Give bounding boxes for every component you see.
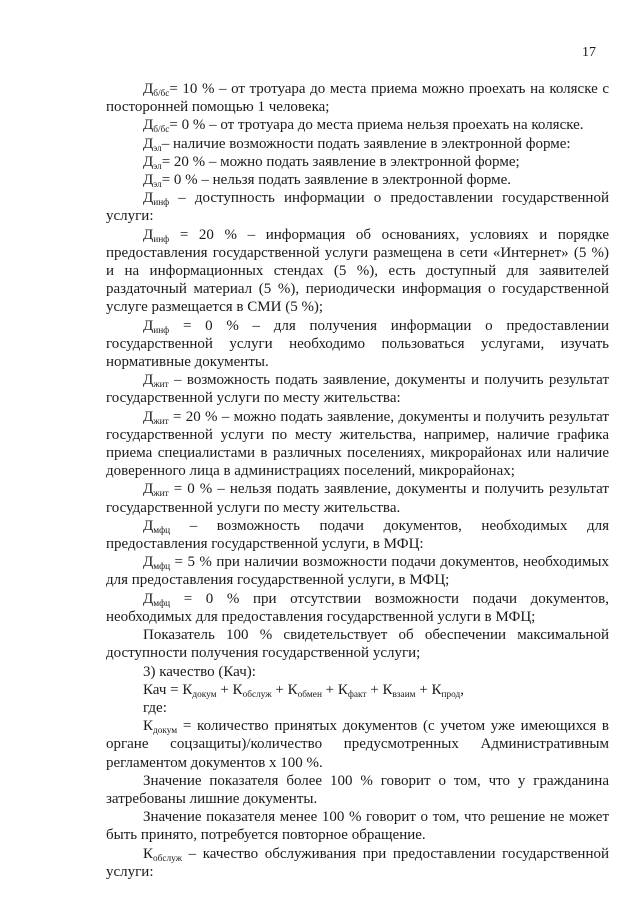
formula-term-symbol: К xyxy=(232,681,243,698)
indicator-subscript: мфц xyxy=(153,525,171,536)
formula-term-symbol: К xyxy=(182,681,193,698)
indicator-subscript: инф xyxy=(153,234,170,245)
paragraph-text: Показатель 100 % свидетельствует об обеспечении максимальной доступности получения государственной услуги; xyxy=(106,627,609,662)
formula-term-subscript: обслуж xyxy=(242,689,272,700)
paragraph-text: = 0 % – нельзя подать заявление в электронной форме. xyxy=(161,172,512,189)
formula-plus: + xyxy=(271,681,288,698)
paragraph-text: – возможность подать заявление, документы и получить результат государственной услуги по месту жительства: xyxy=(106,372,609,407)
formula-tail: , xyxy=(460,681,465,698)
formula-term-symbol: К xyxy=(287,681,298,698)
formula-term-subscript: обмен xyxy=(297,689,322,700)
paragraph xyxy=(106,226,609,317)
formula-plus: + xyxy=(321,681,338,698)
indicator-subscript: инф xyxy=(153,325,170,336)
indicator-subscript: мфц xyxy=(153,562,171,573)
indicator-symbol: Д xyxy=(143,190,154,207)
paragraph xyxy=(106,116,609,134)
formula-term-subscript: докум xyxy=(192,689,217,700)
indicator-symbol: К xyxy=(143,845,154,862)
paragraph-text: = 0 % – от тротуара до места приема нельзя проехать на коляске. xyxy=(169,117,584,134)
indicator-subscript: эл xyxy=(153,143,162,154)
indicator-symbol: Д xyxy=(143,590,154,607)
formula-terms xyxy=(182,682,464,698)
indicator-symbol: Д xyxy=(143,481,154,498)
paragraph-text: = 20 % – можно подать заявление в электронной форме; xyxy=(161,153,520,170)
paragraph-text: = 20 % – информация об основаниях, условиях и порядке предоставления государственной услуги размещена в сети «Интернет» (5 %) и на информационных стендах (5 %), есть доступный для заявителей раздаточный материал (5 %), периодически информация о государственной услуге размещается в СМИ (5 %); xyxy=(106,226,609,316)
indicator-symbol: Д xyxy=(143,317,154,334)
indicator-subscript: мфц xyxy=(153,598,171,609)
indicator-symbol: Д xyxy=(143,372,154,389)
indicator-symbol: Д xyxy=(143,226,154,243)
formula-term-subscript: факт xyxy=(347,689,367,700)
paragraph-text: = 0 % при отсутствии возможности подачи документов, необходимых для предоставления государственной услуги в МФЦ; xyxy=(106,590,609,625)
indicator-symbol: Д xyxy=(143,408,154,425)
paragraph-text: = 10 % – от тротуара до места приема можно проехать на коляске с посторонней помощью 1 человека; xyxy=(106,81,609,116)
indicator-subscript: жит xyxy=(153,380,169,391)
paragraph xyxy=(106,553,609,589)
indicator-symbol: Д xyxy=(143,517,154,534)
paragraph-text: 3) качество (Кач): xyxy=(143,663,256,680)
paragraph-text: Значение показателя более 100 % говорит о том, что у гражданина затребованы лишние документы. xyxy=(106,772,609,807)
paragraph-text: = 5 % при наличии возможности подачи документов, необходимых для предоставления государственной услуги, в МФЦ; xyxy=(106,554,609,589)
formula-term-subscript: прод xyxy=(441,689,461,700)
paragraph xyxy=(106,408,609,481)
indicator-subscript: б/бс xyxy=(153,88,170,99)
formula-term-symbol: К xyxy=(337,681,348,698)
page-number: 17 xyxy=(582,45,596,60)
paragraph-text: – качество обслуживания при предоставлении государственной услуги: xyxy=(106,845,609,880)
paragraph xyxy=(106,153,609,171)
formula-term-symbol: К xyxy=(382,681,393,698)
paragraph xyxy=(106,189,609,225)
paragraph xyxy=(106,808,609,844)
paragraph-text: = количество принятых документов (с учетом уже имеющихся в органе соцзащиты)/количество предусмотренных Административным регламентом документов х 100 %. xyxy=(106,718,609,771)
formula-term-subscript: взаим xyxy=(392,689,416,700)
paragraph xyxy=(106,590,609,626)
indicator-symbol: Д xyxy=(143,117,154,134)
formula-lhs: Кач = xyxy=(143,681,183,698)
paragraph xyxy=(106,699,609,717)
paragraph-text: = 20 % – можно подать заявление, документы и получить результат государственной услуги по месту жительства, например, наличие графика приема специалистами в различных поселениях, микрорайонах или наличие доверенного лица в администрациях поселений, микрорайонах; xyxy=(106,408,609,480)
document-body xyxy=(106,80,609,881)
paragraph-group-after xyxy=(106,699,609,881)
paragraph-text: где: xyxy=(143,699,167,716)
formula-plus: + xyxy=(415,681,432,698)
paragraph xyxy=(106,626,609,662)
paragraph-text: – доступность информации о предоставлении государственной услуги: xyxy=(106,190,609,225)
paragraph xyxy=(106,371,609,407)
formula-term-symbol: К xyxy=(431,681,442,698)
formula-plus: + xyxy=(366,681,383,698)
paragraph xyxy=(106,517,609,553)
indicator-subscript: жит xyxy=(153,416,169,427)
indicator-symbol: Д xyxy=(143,153,154,170)
indicator-subscript: обслуж xyxy=(153,853,183,864)
paragraph xyxy=(106,135,609,153)
indicator-subscript: инф xyxy=(153,198,170,209)
indicator-symbol: К xyxy=(143,718,154,735)
indicator-subscript: жит xyxy=(153,489,169,500)
paragraph xyxy=(106,845,609,881)
indicator-symbol: Д xyxy=(143,172,154,189)
paragraph xyxy=(106,717,609,772)
paragraph-group-before xyxy=(106,80,609,681)
paragraph xyxy=(106,772,609,808)
paragraph xyxy=(106,663,609,681)
formula-plus: + xyxy=(216,681,233,698)
paragraph-text: = 0 % – нельзя подать заявление, документы и получить результат государственной услуги по месту жительства. xyxy=(106,481,609,516)
paragraph xyxy=(106,171,609,189)
indicator-symbol: Д xyxy=(143,81,154,97)
quality-formula xyxy=(106,681,609,699)
indicator-symbol: Д xyxy=(143,135,154,152)
indicator-symbol: Д xyxy=(143,554,154,571)
paragraph xyxy=(106,80,609,116)
indicator-subscript: б/бс xyxy=(153,125,170,136)
indicator-subscript: докум xyxy=(153,726,178,737)
indicator-subscript: эл xyxy=(153,179,162,190)
paragraph-text: – возможность подачи документов, необходимых для предоставления государственной услуги, в МФЦ: xyxy=(106,517,609,553)
paragraph xyxy=(106,480,609,516)
indicator-subscript: эл xyxy=(153,161,162,172)
paragraph-text: Значение показателя менее 100 % говорит о том, что решение не может быть принято, потребуется повторное обращение. xyxy=(106,809,609,844)
paragraph xyxy=(106,317,609,372)
paragraph-text: = 0 % – для получения информации о предоставлении государственной услуги необходимо пользоваться услугами, изучать нормативные документы. xyxy=(106,317,609,371)
paragraph-text: – наличие возможности подать заявление в электронной форме: xyxy=(161,135,571,152)
